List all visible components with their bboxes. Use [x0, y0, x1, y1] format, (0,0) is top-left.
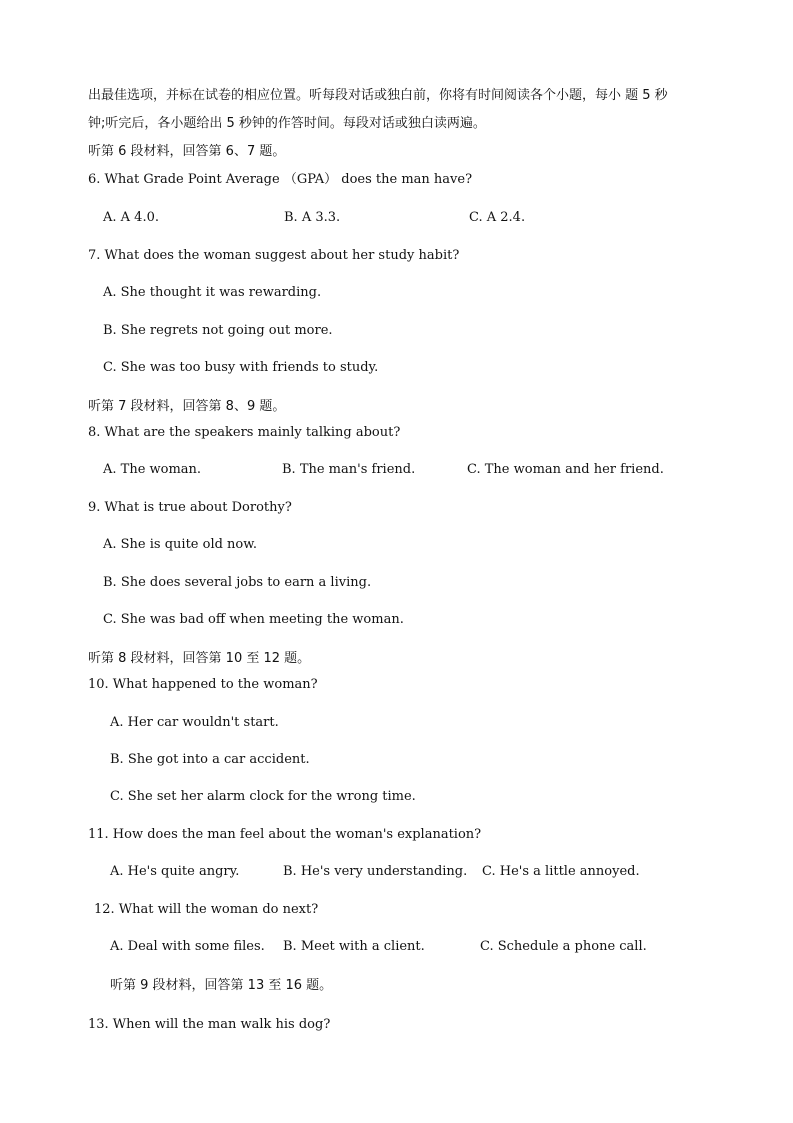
option-a: A. Her car wouldn't start.	[110, 715, 279, 730]
option-c: C. She was bad off when meeting the woman.	[103, 612, 404, 627]
option-b: B. The man's friend.	[282, 462, 416, 477]
question-stem: 12. What will the woman do next?	[94, 902, 319, 917]
section-heading: 听第 9 段材料，回答第 13 至 16 题。	[110, 978, 333, 993]
option-c: C. She set her alarm clock for the wrong time.	[110, 789, 416, 804]
option-b: B. She regrets not going out more.	[103, 323, 333, 338]
option-c: C. She was too busy with friends to study.	[103, 360, 379, 375]
option-b: B. A 3.3.	[284, 210, 341, 225]
intro-line-1: 出最佳选项，并标在试卷的相应位置。听每段对话或独白前，你将有时间阅读各个小题，每小 题 5 秒	[88, 88, 668, 103]
option-c: C. He's a little annoyed.	[482, 864, 640, 879]
question-stem: 9. What is true about Dorothy?	[88, 500, 292, 515]
option-c: C. The woman and her friend.	[467, 462, 664, 477]
option-c: C. Schedule a phone call.	[480, 939, 647, 954]
section-heading: 听第 8 段材料，回答第 10 至 12 题。	[88, 651, 311, 666]
intro-line-2: 钟;听完后，各小题给出 5 秒钟的作答时间。每段对话或独白读两遍。	[88, 116, 486, 131]
option-a: A. She is quite old now.	[103, 537, 257, 552]
question-stem: 13. When will the man walk his dog?	[88, 1017, 331, 1032]
option-a: A. A 4.0.	[103, 210, 159, 225]
question-stem: 11. How does the man feel about the woman's explanation?	[88, 827, 482, 842]
option-a: A. Deal with some files.	[110, 939, 265, 954]
option-c: C. A 2.4.	[469, 210, 526, 225]
option-b: B. She does several jobs to earn a living.	[103, 575, 372, 590]
question-stem: 6. What Grade Point Average （GPA） does the man have?	[88, 172, 473, 187]
option-b: B. She got into a car accident.	[110, 752, 310, 767]
question-stem: 8. What are the speakers mainly talking about?	[88, 425, 401, 440]
option-b: B. He's very understanding.	[283, 864, 468, 879]
option-a: A. The woman.	[103, 462, 202, 477]
section-heading: 听第 7 段材料，回答第 8、9 题。	[88, 399, 286, 414]
question-stem: 7. What does the woman suggest about her study habit?	[88, 248, 460, 263]
section-heading: 听第 6 段材料，回答第 6、7 题。	[88, 144, 286, 159]
option-b: B. Meet with a client.	[283, 939, 425, 954]
option-a: A. She thought it was rewarding.	[103, 285, 322, 300]
option-a: A. He's quite angry.	[110, 864, 240, 879]
question-stem: 10. What happened to the woman?	[88, 677, 318, 692]
